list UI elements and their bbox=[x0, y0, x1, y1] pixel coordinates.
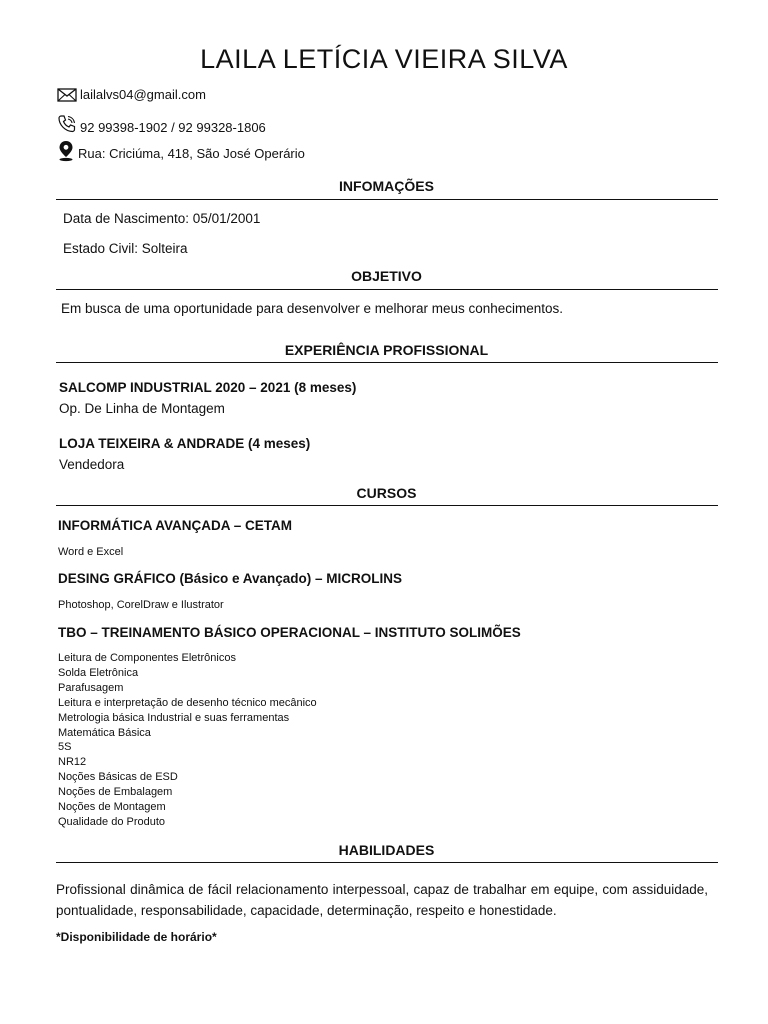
course-description: Word e Excel bbox=[58, 546, 124, 558]
list-item: Solda Eletrônica bbox=[58, 666, 139, 679]
course-description: Photoshop, CorelDraw e Ilustrator bbox=[58, 599, 224, 611]
availability-note: *Disponibilidade de horário* bbox=[56, 930, 217, 944]
list-item: Leitura de Componentes Eletrônicos bbox=[58, 652, 236, 664]
info-section-title: INFOMAÇÕES bbox=[339, 178, 434, 194]
course-name: INFORMÁTICA AVANÇADA – CETAM bbox=[58, 518, 292, 533]
objective-text: Em busca de uma oportunidade para desenvolver e melhorar meus conhecimentos. bbox=[61, 301, 564, 316]
location-pin-icon bbox=[57, 140, 75, 162]
candidate-name: LAILA LETÍCIA VIEIRA SILVA bbox=[200, 44, 568, 74]
skills-text: Profissional dinâmica de fácil relacionamento interpessoal, capaz de trabalhar em equipe, com assiduidade, pontualidade, responsabilidade, capacidade, determinação, respeito e honestidade. bbox=[56, 882, 708, 918]
tbo-topics-list bbox=[58, 651, 317, 830]
list-item: 5S bbox=[58, 741, 72, 754]
objective-section-title: OBJETIVO bbox=[351, 268, 422, 284]
skills-divider bbox=[56, 862, 718, 863]
email-line bbox=[57, 87, 206, 102]
address-line bbox=[57, 140, 305, 162]
course-name: DESING GRÁFICO (Básico e Avançado) – MICROLINS bbox=[58, 571, 403, 586]
job-company: SALCOMP INDUSTRIAL 2020 – 2021 (8 meses) bbox=[59, 380, 357, 395]
phone-icon bbox=[57, 114, 77, 134]
courses-section-title: CURSOS bbox=[356, 485, 417, 501]
address-text: Rua: Criciúma, 418, São José Operário bbox=[78, 145, 305, 161]
civil-status: Estado Civil: Solteira bbox=[63, 241, 188, 256]
birth-date: Data de Nascimento: 05/01/2001 bbox=[63, 211, 261, 226]
list-item: Noções de Embalagem bbox=[58, 786, 173, 799]
job-role: Vendedora bbox=[59, 457, 125, 472]
email-text: lailalvs04@gmail.com bbox=[80, 87, 206, 102]
list-item: Noções de Montagem bbox=[58, 801, 166, 814]
list-item: Metrologia básica Industrial e suas ferramentas bbox=[58, 711, 290, 724]
phone-text: 92 99398-1902 / 92 99328-1806 bbox=[80, 120, 266, 135]
list-item: NR12 bbox=[58, 756, 87, 769]
course-name: TBO – TREINAMENTO BÁSICO OPERACIONAL – INSTITUTO SOLIMÕES bbox=[58, 625, 521, 640]
list-item: Qualidade do Produto bbox=[58, 815, 166, 828]
info-divider bbox=[56, 199, 718, 200]
envelope-icon bbox=[57, 88, 77, 102]
list-item: Matemática Básica bbox=[58, 726, 151, 739]
list-item: Noções Básicas de ESD bbox=[58, 771, 178, 784]
list-item: Leitura e interpretação de desenho técnico mecânico bbox=[58, 696, 317, 709]
objective-divider bbox=[56, 289, 718, 290]
courses-divider bbox=[56, 505, 718, 506]
experience-section-title: EXPERIÊNCIA PROFISSIONAL bbox=[284, 342, 489, 358]
skills-section-title: HABILIDADES bbox=[338, 842, 435, 858]
experience-divider bbox=[56, 362, 718, 363]
list-item: Parafusagem bbox=[58, 681, 124, 694]
phone-line bbox=[57, 112, 266, 135]
job-role: Op. De Linha de Montagem bbox=[59, 401, 225, 416]
job-company: LOJA TEIXEIRA & ANDRADE (4 meses) bbox=[59, 436, 311, 451]
